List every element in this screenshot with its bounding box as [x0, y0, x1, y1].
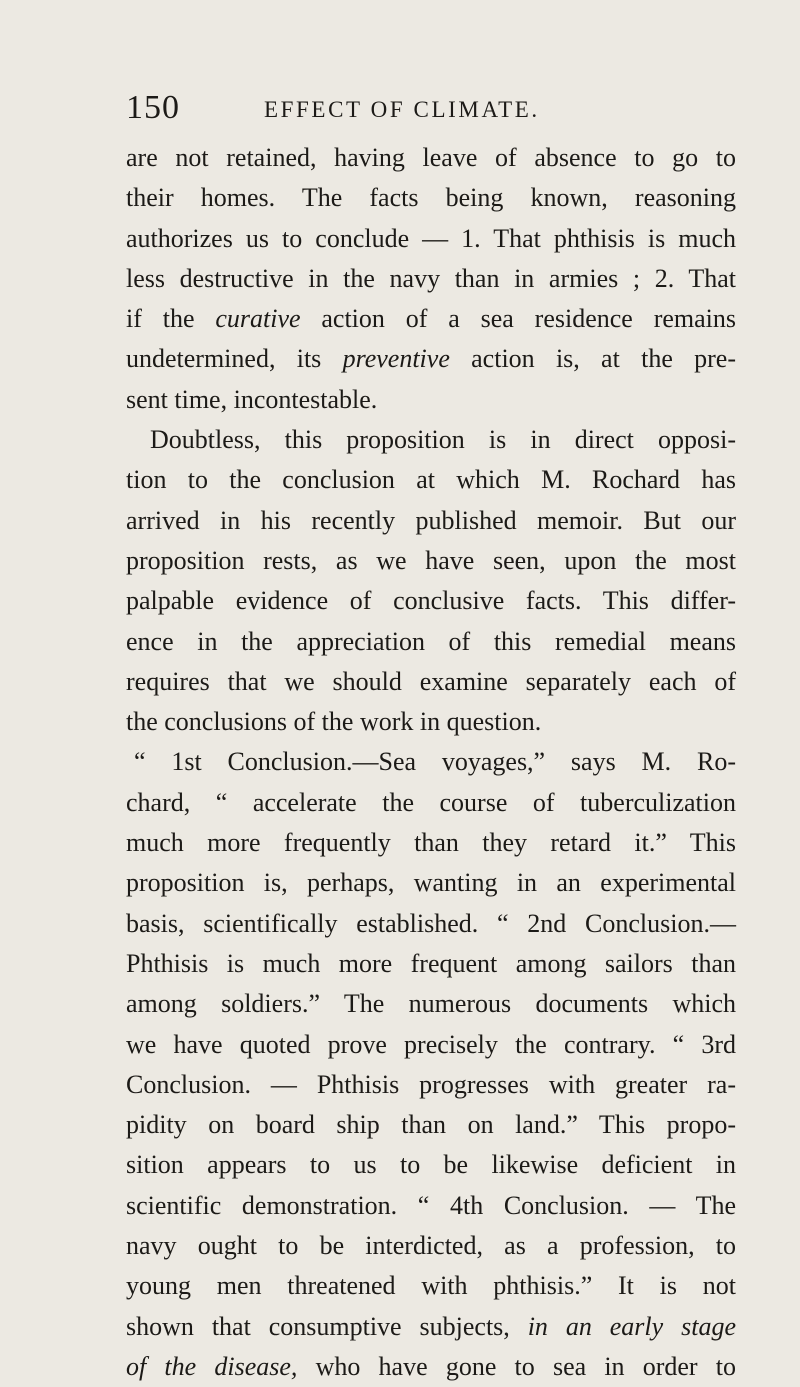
text-line: scientific demonstration. “ 4th Conclusion. — The [126, 1190, 736, 1220]
text-line: are not retained, having leave of absence to go to [126, 143, 736, 172]
italic-preventive: preventive [342, 344, 450, 374]
text-line: navy ought to be interdicted, as a profession, to [126, 1231, 736, 1261]
text-line: Phthisis is much more frequent among sailors than [126, 948, 736, 978]
body-text [126, 138, 736, 1387]
text-line: among soldiers.” The numerous documents which [126, 989, 736, 1019]
text-line: pidity on board ship than on land.” This propo- [126, 1110, 736, 1140]
text-line: arrived in his recently published memoir. But our [126, 505, 736, 535]
running-head [126, 88, 726, 128]
text-line: “ 1st Conclusion.—Sea voyages,” says M. Ro- [134, 747, 736, 777]
text-line: basis, scientifically established. “ 2nd Conclusion.— [126, 908, 736, 938]
text-line: tion to the conclusion at which M. Rochard has [126, 465, 736, 495]
running-title: EFFECT OF CLIMATE. [264, 97, 540, 122]
text-line: young men threatened with phthisis.” It is not [126, 1271, 736, 1301]
text-line: if the curative action of a sea residence remains [126, 304, 736, 334]
text-line: less destructive in the navy than in armies ; 2. That [126, 263, 736, 293]
page-number: 150 [126, 89, 180, 126]
text-line: proposition rests, as we have seen, upon the most [126, 545, 736, 575]
italic-of-the-disease: of the disease, [126, 1351, 298, 1381]
italic-early-stage: in an early stage [527, 1311, 736, 1341]
text-line: Doubtless, this proposition is in direct opposi- [150, 425, 736, 455]
text-line: ence in the appreciation of this remedial means [126, 626, 736, 656]
text-line: authorizes us to conclude — 1. That phthisis is much [126, 223, 736, 253]
text-line: the conclusions of the work in question. [126, 707, 542, 737]
text-line: Conclusion. — Phthisis progresses with greater ra- [126, 1069, 736, 1099]
text-line: sition appears to us to be likewise deficient in [126, 1150, 736, 1180]
text-line: of the disease, who have gone to sea in order to [126, 1351, 737, 1381]
text-line: we have quoted prove precisely the contrary. “ 3rd [126, 1029, 736, 1059]
text-line: palpable evidence of conclusive facts. This differ- [126, 586, 736, 616]
italic-curative: curative [215, 304, 301, 334]
text-line: requires that we should examine separately each of [126, 666, 736, 696]
text-line: proposition is, perhaps, wanting in an experimental [126, 868, 736, 898]
text-line: undetermined, its preventive action is, at the pre- [126, 344, 736, 374]
text-line: their homes. The facts being known, reasoning [126, 183, 736, 213]
text-line: chard, “ accelerate the course of tuberculization [126, 787, 736, 817]
text-line: shown that consumptive subjects, in an early stage [126, 1311, 736, 1341]
text-line: sent time, incontestable. [126, 384, 378, 414]
text-line: much more frequently than they retard it.” This [126, 828, 736, 858]
